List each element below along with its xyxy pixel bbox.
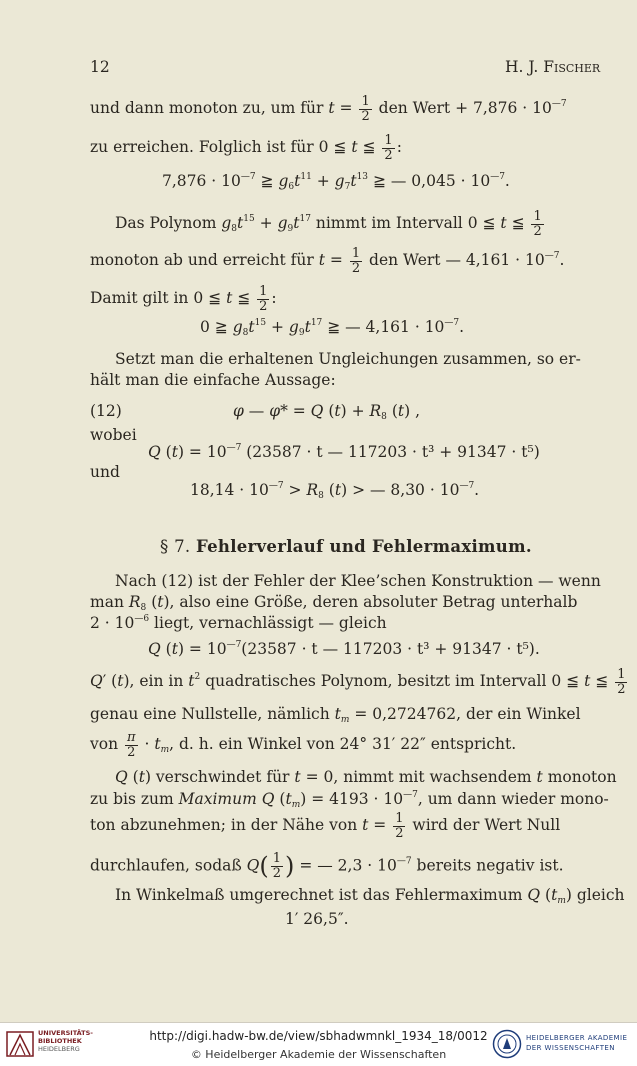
text-line: genau eine Nullstelle, nämlich $t_m = 0,2724762$, der ein Winkel (90, 705, 581, 725)
text-line: zu bis zum Maximum Q $(t_m) = 4193 \cdot 10^{—7}$, um dann wieder mono- (90, 790, 609, 810)
text-line: Setzt man die erhaltenen Ungleichungen zusammen, so er- (115, 350, 581, 368)
page-number: 12 (90, 58, 110, 76)
footer-bar (0, 1022, 637, 1066)
text-line: Damit gilt in 0 ≦ t ≦ $\frac{1}{2}$ : (90, 284, 277, 314)
equation: Q $(t) = 10^{—7}$ (23587 · t — 117203 · t³ + 91347 · t⁵) (148, 443, 540, 461)
text-line: In Winkelmaß umgerechnet ist das Fehlermaximum Q $(t_m)$ gleich (115, 886, 625, 906)
equation: 0 ≧ $g_8t^{15} + g_9t^{17}$ ≧ — $4,161 \cdot 10^{—7}$. (200, 318, 465, 338)
text-line: wobei (90, 426, 137, 444)
text-line: $2 \cdot 10^{—6}$ liegt, vernachlässigt — gleich (90, 614, 387, 632)
running-author: H. J. Fischer (505, 58, 601, 76)
copyright-notice: © Heidelberger Akademie der Wissenschaften (190, 1048, 447, 1061)
text-line: von $\frac{\pi}{2}$ · $t_m$, d. h. ein Winkel von 24° 31′ 22″ entspricht. (90, 730, 517, 760)
equation: φ — φ* = Q $(t) + R_8$ (t) , (233, 402, 421, 422)
equation-number: (12) (90, 402, 122, 420)
equation: Q $(t) = 10^{—7}(23587 \cdot t$ — 117203 · t³ + 91347 · t⁵). (148, 640, 540, 658)
text-line: hält man die einfache Aussage: (90, 371, 336, 389)
text-line: und dann monoton zu, um für t = $\frac{1}{2}$ den Wert + $7,876 \cdot 10^{—7}$ (90, 94, 567, 124)
text-line: Q′ (t), ein in $t^2$ quadratisches Polynom, besitzt im Intervall 0 ≦ t ≦ $\frac{1}{2}$ (90, 667, 626, 697)
text-line: Q (t) verschwindet für t = 0, nimmt mit wachsendem t monoton (115, 768, 617, 786)
text-line: zu erreichen. Folglich ist für 0 ≦ t ≦ $\frac{1}{2}$ : (90, 133, 402, 163)
text-line: Nach (12) ist der Fehler der Klee’schen Konstruktion — wenn (115, 572, 601, 590)
source-url-link[interactable]: http://digi.hadw-bw.de/view/sbhadwmnkl_1934_18/0012 (149, 1029, 488, 1043)
equation: $18,14 \cdot 10^{—7} > R_8$ (t) > — $8,30 \cdot 10^{—7}$. (190, 481, 480, 501)
academy-name: HEIDELBERGER AKADEMIE DER WISSENSCHAFTEN (526, 1034, 628, 1052)
text-line: man $R_8$ (t), also eine Größe, deren absoluter Betrag unterhalb (90, 593, 578, 613)
text-line: ton abzunehmen; in der Nähe von t = $\frac{1}{2}$ wird der Wert Null (90, 811, 561, 841)
text-line: 1′ 26,5″. (285, 910, 349, 928)
text-line: monoton ab und erreicht für t = $\frac{1}{2}$ den Wert — $4,161 \cdot 10^{—7}$. (90, 246, 565, 276)
section-heading: § 7. Fehlerverlauf und Fehlermaximum. (160, 537, 532, 556)
text-line: und (90, 463, 120, 481)
academy-seal-icon (492, 1029, 522, 1059)
library-name: UNIVERSITÄTS- BIBLIOTHEK HEIDELBERG (38, 1029, 93, 1053)
text-line: durchlaufen, sodaß Q( $\frac{1}{2}$ ) = — $2,3 \cdot 10^{—7}$ bereits negativ ist. (90, 851, 564, 881)
equation: $7,876 \cdot 10^{—7}$ ≧ $g_6t^{11} + g_7t^{13}$ ≧ — $0,045 \cdot 10^{—7}$. (162, 172, 510, 192)
text-line: Das Polynom $g_8t^{15} + g_9t^{17}$ nimmt im Intervall 0 ≦ t ≦ $\frac{1}{2}$ (115, 209, 542, 239)
